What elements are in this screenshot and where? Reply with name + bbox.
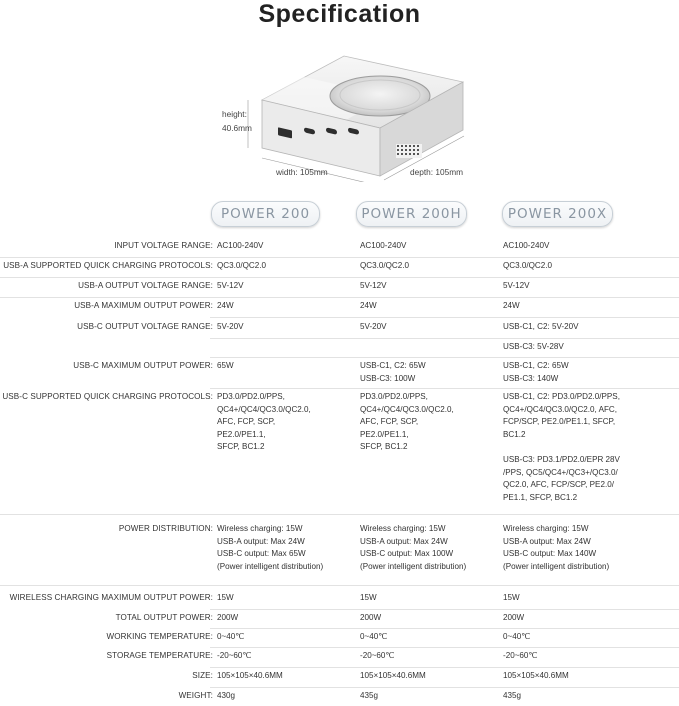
spec-value: Wireless charging: 15W USB-A output: Max 24W USB-C output: Max 65W (Power intelligent distribution): [217, 524, 324, 571]
spec-label: STORAGE TEMPERATURE:: [106, 651, 213, 660]
spec-label: INPUT VOLTAGE RANGE:: [114, 241, 213, 250]
spec-value: 5V-12V: [217, 281, 244, 290]
spec-value: USB-C1, C2: 65W USB-C3: 140W: [503, 361, 569, 383]
spec-label: WORKING TEMPERATURE:: [106, 632, 213, 641]
spec-value: 15W: [503, 593, 520, 602]
row-divider: [210, 338, 679, 339]
spec-value: 430g: [217, 691, 236, 700]
row-divider: [0, 514, 679, 515]
model-badge-power-200: POWER 200: [211, 201, 320, 227]
spec-label: USB-C MAXIMUM OUTPUT POWER:: [73, 361, 213, 370]
row-divider: [0, 277, 679, 278]
spec-value: QC3.0/QC2.0: [360, 261, 410, 270]
spec-value: 0~40℃: [360, 632, 388, 641]
row-divider: [210, 388, 679, 389]
spec-value: 435g: [360, 691, 379, 700]
spec-label: TOTAL OUTPUT POWER:: [115, 613, 213, 622]
spec-value: 0~40℃: [217, 632, 245, 641]
row-divider: [210, 667, 679, 668]
spec-value: USB-C1, C2: 65W USB-C3: 100W: [360, 361, 426, 383]
spec-label: SIZE:: [192, 671, 213, 680]
row-divider: [210, 357, 679, 358]
spec-value: PD3.0/PD2.0/PPS, QC4+/QC4/QC3.0/QC2.0, AFC, FCP, SCP, PE2.0/PE1.1, SFCP, BC1.2: [360, 392, 454, 452]
spec-value: 0~40℃: [503, 632, 531, 641]
spec-value: USB-C1, C2: PD3.0/PD2.0/PPS, QC4+/QC4/QC3.0/QC2.0, AFC, FCP/SCP, PE2.0/PE1.1, SFCP, BC1.2 USB-C3: PD3.1/PD2.0/EPR 28V /PPS, QC5/QC4+/QC3+/QC3.0/ QC2.0, AFC, FCP/SCP, PE2.0/ PE1.1, SFCP, BC1.2: [503, 392, 620, 502]
spec-value: 5V-12V: [503, 281, 530, 290]
spec-value: QC3.0/QC2.0: [503, 261, 553, 270]
spec-value: 200W: [217, 613, 239, 622]
vent-grille: [396, 144, 422, 158]
spec-value: 24W: [217, 301, 234, 310]
spec-value: 105×105×40.6MM: [503, 671, 569, 680]
spec-value: AC100-240V: [360, 241, 407, 250]
spec-value: 435g: [503, 691, 522, 700]
spec-value: 15W: [360, 593, 377, 602]
row-divider: [210, 647, 679, 648]
spec-value: 24W: [360, 301, 377, 310]
width-label: width: 105mm: [276, 167, 328, 177]
height-label: height:: [222, 109, 247, 119]
spec-value: Wireless charging: 15W USB-A output: Max 24W USB-C output: Max 140W (Power intelligent distribution): [503, 524, 610, 571]
charger-illustration: [238, 52, 468, 182]
height-value: 40.6mm: [222, 123, 252, 133]
spec-label: USB-A MAXIMUM OUTPUT POWER:: [74, 301, 213, 310]
spec-label: USB-A OUTPUT VOLTAGE RANGE:: [78, 281, 213, 290]
spec-label: USB-A SUPPORTED QUICK CHARGING PROTOCOLS:: [3, 261, 213, 270]
spec-value: 200W: [360, 613, 382, 622]
model-badge-power-200h: POWER 200H: [356, 201, 467, 227]
spec-value: 65W: [217, 361, 234, 370]
spec-value: 5V-20V: [360, 322, 387, 331]
spec-label: USB-C OUTPUT VOLTAGE RANGE:: [77, 322, 213, 331]
spec-value: 5V-12V: [360, 281, 387, 290]
spec-value: 24W: [503, 301, 520, 310]
spec-value: PD3.0/PD2.0/PPS, QC4+/QC4/QC3.0/QC2.0, AFC, FCP, SCP, PE2.0/PE1.1, SFCP, BC1.2: [217, 392, 311, 452]
spec-value: 105×105×40.6MM: [217, 671, 283, 680]
spec-label: WIRELESS CHARGING MAXIMUM OUTPUT POWER:: [9, 593, 213, 602]
spec-value: Wireless charging: 15W USB-A output: Max 24W USB-C output: Max 100W (Power intelligent distribution): [360, 524, 467, 571]
spec-value: -20~60℃: [360, 651, 395, 660]
spec-value: AC100-240V: [503, 241, 550, 250]
depth-label: depth: 105mm: [410, 167, 464, 177]
row-divider: [0, 585, 679, 586]
spec-value: 200W: [503, 613, 525, 622]
spec-label: POWER DISTRIBUTION:: [118, 524, 213, 533]
spec-label: USB-C SUPPORTED QUICK CHARGING PROTOCOLS:: [2, 392, 213, 401]
spec-value: -20~60℃: [217, 651, 252, 660]
row-divider: [0, 297, 679, 298]
spec-value: 15W: [217, 593, 234, 602]
row-divider: [0, 257, 679, 258]
spec-label: WEIGHT:: [178, 691, 213, 700]
spec-value: USB-C1, C2: 5V-20V: [503, 322, 579, 331]
spec-value: 5V-20V: [217, 322, 244, 331]
spec-value: 105×105×40.6MM: [360, 671, 426, 680]
spec-value: AC100-240V: [217, 241, 264, 250]
row-divider: [210, 687, 679, 688]
model-badge-power-200x: POWER 200X: [502, 201, 613, 227]
page-title: Specification: [258, 0, 421, 28]
spec-value: -20~60℃: [503, 651, 538, 660]
spec-value: USB-C3: 5V-28V: [503, 342, 564, 351]
row-divider: [210, 609, 679, 610]
row-divider: [210, 317, 679, 318]
row-divider: [210, 628, 679, 629]
spec-value: QC3.0/QC2.0: [217, 261, 267, 270]
